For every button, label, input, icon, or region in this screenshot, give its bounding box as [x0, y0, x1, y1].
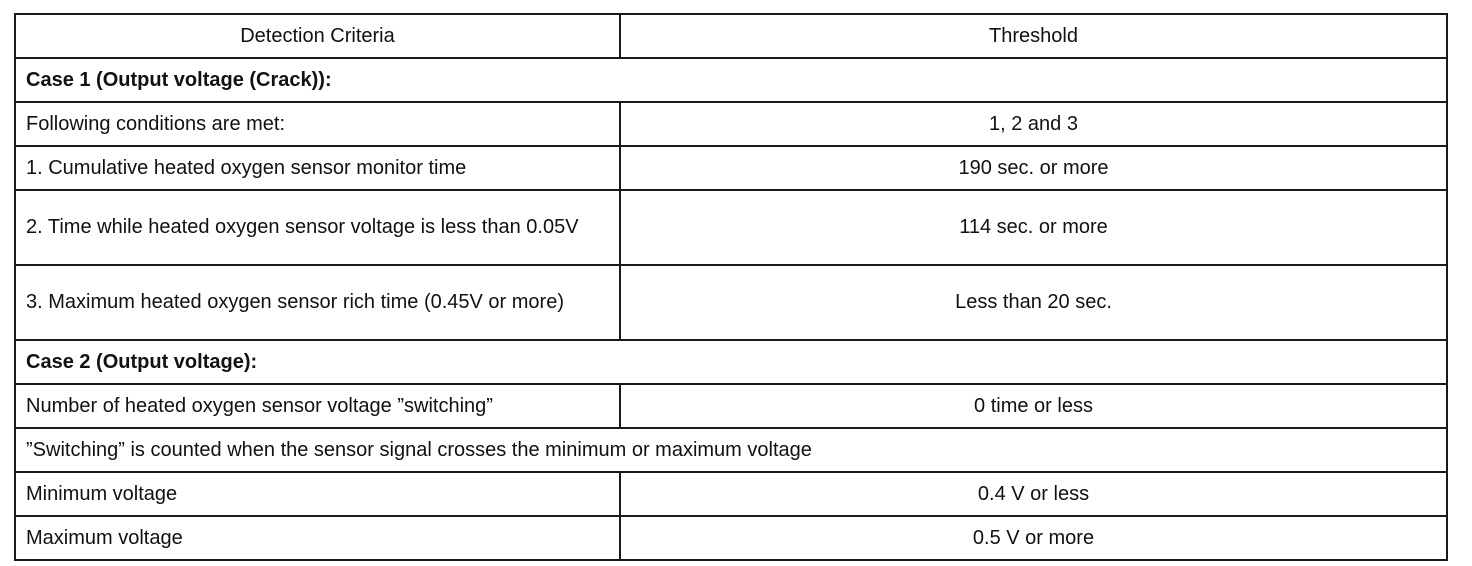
- criteria-cell: 2. Time while heated oxygen sensor voltage is less than 0.05V: [15, 190, 620, 265]
- threshold-cell: 0.5 V or more: [620, 516, 1447, 560]
- table-row: [15, 384, 1447, 428]
- threshold-cell: 114 sec. or more: [620, 190, 1447, 265]
- criteria-cell: 1. Cumulative heated oxygen sensor monitor time: [15, 146, 620, 190]
- threshold-cell: 0 time or less: [620, 384, 1447, 428]
- switching-note: ”Switching” is counted when the sensor signal crosses the minimum or maximum voltage: [15, 428, 1447, 472]
- table-header-row: [15, 14, 1447, 58]
- criteria-cell: Minimum voltage: [15, 472, 620, 516]
- criteria-cell: 3. Maximum heated oxygen sensor rich time (0.45V or more): [15, 265, 620, 340]
- criteria-cell: Following conditions are met:: [15, 102, 620, 146]
- threshold-cell: 0.4 V or less: [620, 472, 1447, 516]
- threshold-cell: 190 sec. or more: [620, 146, 1447, 190]
- case2-heading: Case 2 (Output voltage):: [15, 340, 1447, 384]
- criteria-cell: Maximum voltage: [15, 516, 620, 560]
- case1-heading-row: [15, 58, 1447, 102]
- table-row: [15, 472, 1447, 516]
- threshold-cell: 1, 2 and 3: [620, 102, 1447, 146]
- criteria-cell: Number of heated oxygen sensor voltage ”switching”: [15, 384, 620, 428]
- table-row: [15, 516, 1447, 560]
- detection-criteria-table: [14, 13, 1448, 561]
- threshold-cell: Less than 20 sec.: [620, 265, 1447, 340]
- table-row: [15, 190, 1447, 265]
- case1-heading: Case 1 (Output voltage (Crack)):: [15, 58, 1447, 102]
- header-detection-criteria: Detection Criteria: [15, 14, 620, 58]
- table-row: [15, 102, 1447, 146]
- switching-note-row: [15, 428, 1447, 472]
- header-threshold: Threshold: [620, 14, 1447, 58]
- table-row: [15, 146, 1447, 190]
- table-row: [15, 265, 1447, 340]
- case2-heading-row: [15, 340, 1447, 384]
